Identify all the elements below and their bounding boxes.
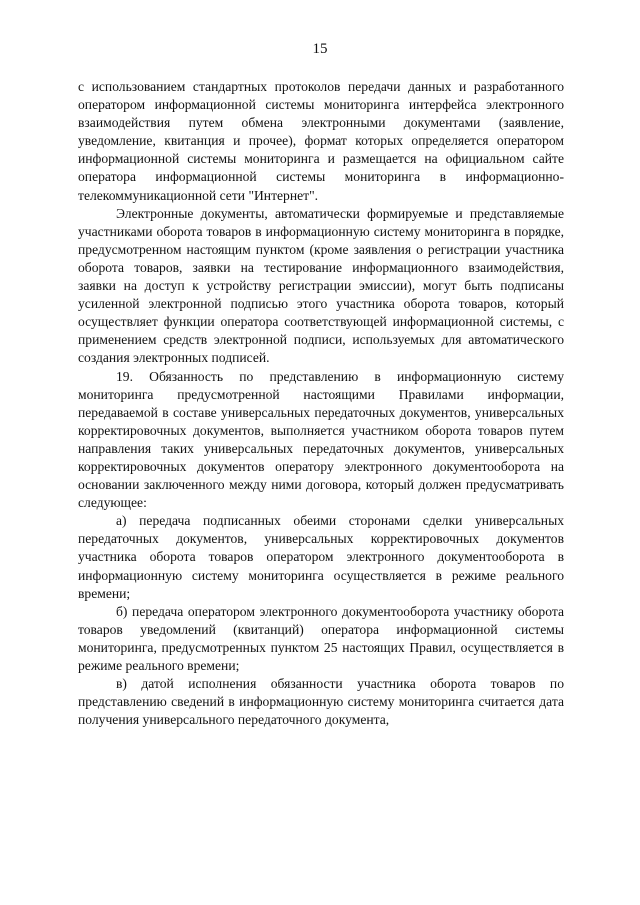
paragraph-item-19: 19. Обязанность по представлению в информационную систему мониторинга предусмотренной настоящими Правилами информации, передаваемой в составе универсальных передаточных документов, универсальных корректировочных документов, выполняется участником оборота товаров путем направления таких универсальных передаточных документов, универсальных корректировочных документов оператору электронного документооборота на основании заключенного между ними договора, который должен предусматривать следующее:	[78, 368, 564, 511]
paragraph-subitem-a: а) передача подписанных обеими сторонами сделки универсальных передаточных документов, универсальных корректировочных документов участника оборота товаров оператором электронного документооборота в информационную систему мониторинга осуществляется в режиме реального времени;	[78, 513, 564, 601]
paragraph-subitem-b: б) передача оператором электронного документооборота участнику оборота товаров уведомлений (квитанций) оператора информационной системы мониторинга, предусмотренных пунктом 25 настоящих Правил, осуществляется в режиме реального времени;	[78, 603, 564, 673]
page-number: 15	[312, 41, 328, 57]
paragraph-continuation: с использованием стандартных протоколов передачи данных и разработанного оператором информационной системы мониторинга интерфейса электронного взаимодействия путем обмена электронными документами (заявление, уведомление, квитанция и прочее), формат которых определяется оператором информационной системы мониторинга и размещается на официальном сайте оператора информационной системы мониторинга в информационно-телекоммуникационной сети "Интернет".	[78, 79, 564, 203]
document-body	[78, 78, 564, 729]
paragraph-subitem-v: в) датой исполнения обязанности участника оборота товаров по представлению сведений в информационную систему мониторинга считается дата получения универсального передаточного документа,	[78, 676, 564, 728]
paragraph-electronic-documents: Электронные документы, автоматически формируемые и представляемые участниками оборота товаров в информационную систему мониторинга в порядке, предусмотренном настоящим пунктом (кроме заявления о регистрации участника оборота товаров, заявки на тестирование информационного взаимодействия, заявки на доступ к устройству регистрации эмиссии), могут быть подписаны усиленной электронной подписью этого участника оборота товаров, который осуществляет функции оператора соответствующей информационной системы, с применением средств электронной подписи, используемых для автоматического создания электронных подписей.	[78, 205, 564, 366]
